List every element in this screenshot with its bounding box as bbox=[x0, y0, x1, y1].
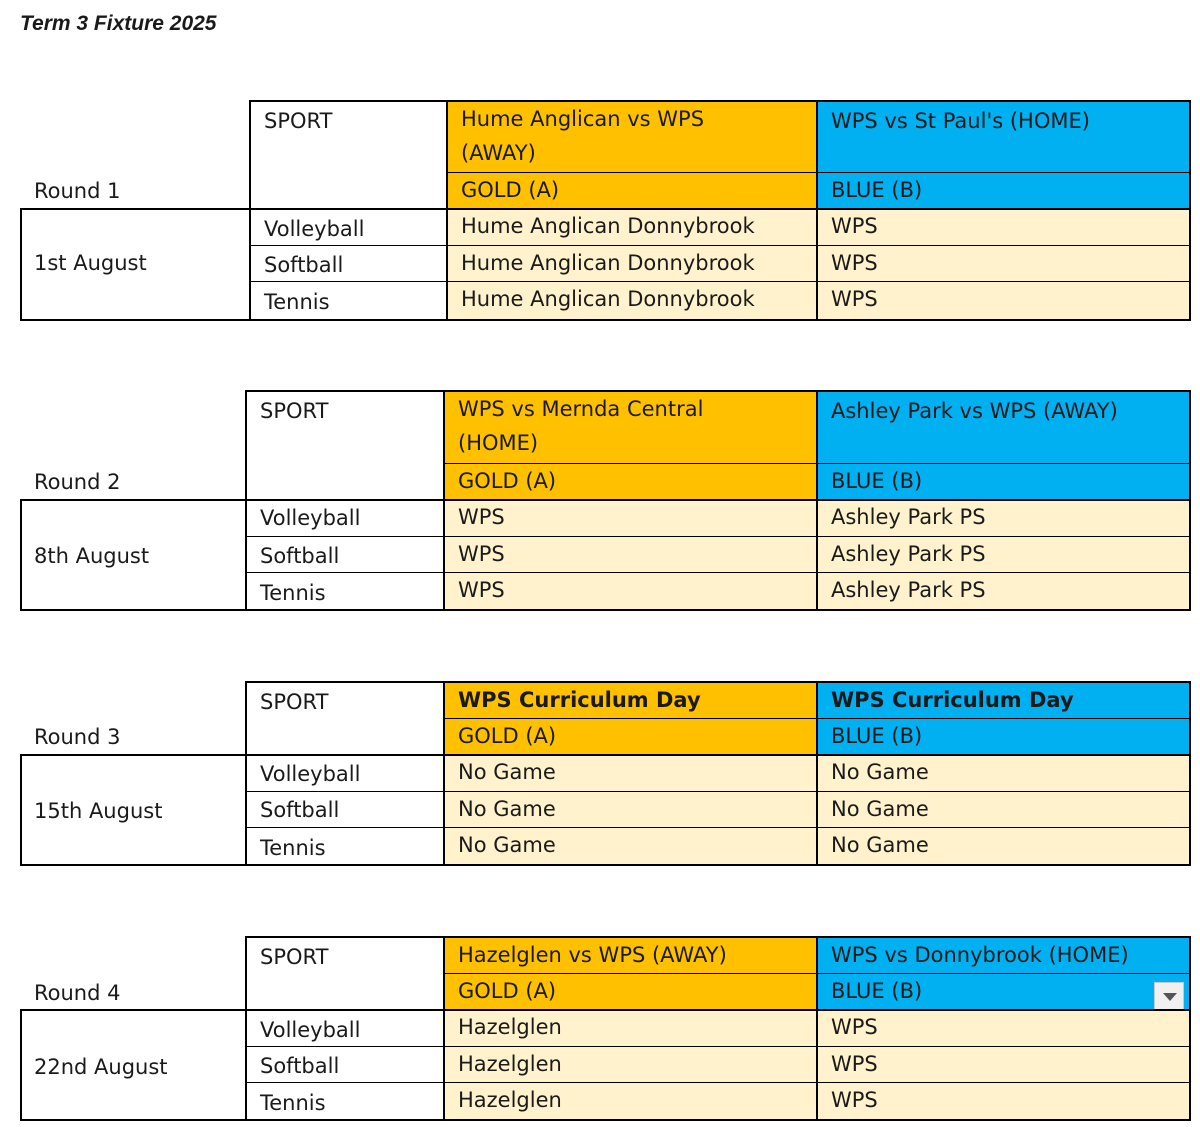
gold-cell: No Game bbox=[444, 828, 817, 864]
blue-cell: WPS bbox=[817, 1083, 1191, 1119]
blue-cell: No Game bbox=[817, 828, 1191, 864]
blue-team-header: BLUE (B) bbox=[817, 719, 1191, 755]
round-label: Round 3 bbox=[34, 725, 121, 749]
blue-cell: WPS bbox=[817, 1047, 1191, 1083]
gold-match-header: WPS Curriculum Day bbox=[444, 681, 817, 719]
sport-cell: Volleyball bbox=[264, 217, 365, 241]
sport-cell: Volleyball bbox=[260, 506, 361, 530]
blue-cell: No Game bbox=[817, 755, 1191, 792]
sport-header: SPORT bbox=[264, 109, 333, 133]
gold-cell: Hume Anglican Donnybrook bbox=[447, 209, 817, 246]
round-label: Round 4 bbox=[34, 981, 121, 1005]
gold-team-header: GOLD (A) bbox=[444, 464, 817, 500]
gold-cell: Hazelglen bbox=[444, 1010, 817, 1047]
blue-match-header: WPS vs St Paul's (HOME) bbox=[817, 100, 1191, 173]
blue-match-header: WPS vs Donnybrook (HOME) bbox=[817, 936, 1191, 974]
blue-team-header[interactable]: BLUE (B) bbox=[817, 974, 1191, 1010]
dropdown-arrow-icon[interactable] bbox=[1154, 982, 1184, 1010]
gold-match-header: Hazelglen vs WPS (AWAY) bbox=[444, 936, 817, 974]
gold-cell: WPS bbox=[444, 500, 817, 537]
blue-cell: No Game bbox=[817, 792, 1191, 828]
sport-header: SPORT bbox=[260, 690, 329, 714]
sport-cell: Tennis bbox=[260, 581, 326, 605]
sport-cell: Tennis bbox=[264, 290, 330, 314]
gold-cell: Hume Anglican Donnybrook bbox=[447, 246, 817, 282]
sport-cell: Volleyball bbox=[260, 762, 361, 786]
blue-cell: WPS bbox=[817, 1010, 1191, 1047]
round-label: Round 2 bbox=[34, 470, 121, 494]
gold-team-header: GOLD (A) bbox=[444, 974, 817, 1010]
blue-match-header: Ashley Park vs WPS (AWAY) bbox=[817, 390, 1191, 463]
gold-cell: WPS bbox=[444, 573, 817, 609]
blue-team-header: BLUE (B) bbox=[817, 173, 1191, 209]
blue-cell: Ashley Park PS bbox=[817, 500, 1191, 537]
sport-header: SPORT bbox=[260, 945, 329, 969]
round-date: 1st August bbox=[34, 251, 147, 275]
blue-cell: WPS bbox=[817, 246, 1191, 282]
blue-cell: Ashley Park PS bbox=[817, 537, 1191, 573]
sport-cell: Softball bbox=[260, 544, 340, 568]
gold-cell: No Game bbox=[444, 792, 817, 828]
round-date: 15th August bbox=[34, 799, 163, 823]
gold-cell: Hazelglen bbox=[444, 1047, 817, 1083]
sport-header: SPORT bbox=[260, 399, 329, 423]
gold-cell: WPS bbox=[444, 537, 817, 573]
sport-cell: Volleyball bbox=[260, 1018, 361, 1042]
sport-cell: Tennis bbox=[260, 1091, 326, 1115]
blue-cell: WPS bbox=[817, 282, 1191, 319]
blue-team-header: BLUE (B) bbox=[817, 464, 1191, 500]
blue-cell: WPS bbox=[817, 209, 1191, 246]
round-4-table bbox=[0, 936, 1200, 1121]
gold-cell: No Game bbox=[444, 755, 817, 792]
round-3-table bbox=[0, 681, 1200, 866]
gold-cell: Hume Anglican Donnybrook bbox=[447, 282, 817, 319]
gold-team-header: GOLD (A) bbox=[444, 719, 817, 755]
blue-cell: Ashley Park PS bbox=[817, 573, 1191, 609]
gold-team-header: GOLD (A) bbox=[447, 173, 817, 209]
sport-cell: Softball bbox=[264, 253, 344, 277]
gold-cell: Hazelglen bbox=[444, 1083, 817, 1119]
gold-match-header: WPS vs Mernda Central (HOME) bbox=[444, 390, 817, 463]
page-title: Term 3 Fixture 2025 bbox=[20, 12, 217, 35]
sport-cell: Softball bbox=[260, 798, 340, 822]
sport-cell: Tennis bbox=[260, 836, 326, 860]
round-date: 8th August bbox=[34, 544, 150, 568]
blue-match-header: WPS Curriculum Day bbox=[817, 681, 1191, 719]
sport-cell: Softball bbox=[260, 1054, 340, 1078]
gold-match-header: Hume Anglican vs WPS (AWAY) bbox=[447, 100, 817, 173]
round-label: Round 1 bbox=[34, 179, 121, 203]
round-2-table bbox=[0, 390, 1200, 611]
round-date: 22nd August bbox=[34, 1055, 168, 1079]
round-1-table bbox=[0, 100, 1200, 321]
